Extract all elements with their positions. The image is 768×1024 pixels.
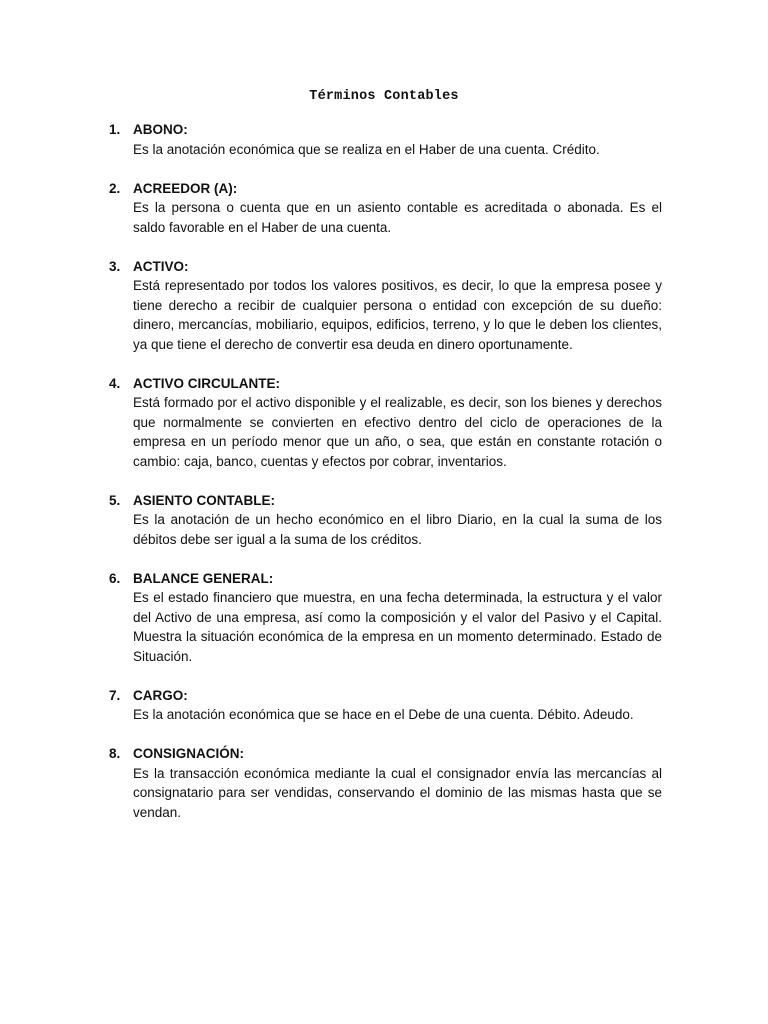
term-number: 3. [109,258,121,274]
term-item-activo [0,257,768,355]
term-number: 8. [109,746,121,761]
terms-list [0,120,768,842]
term-heading: BALANCE GENERAL: [133,570,274,586]
term-number: 6. [109,570,121,586]
term-number: 4. [109,375,121,391]
term-definition: Está representado por todos los valores positivos, es decir, lo que la empresa posee y tiene derecho a recibir de cualquier persona o entidad con excepción de su dueño: dinero, mercancías, mobiliario, equipos, edificios, terreno, y lo que le deben los clientes, ya que tiene el derecho de convertir esa deuda en dinero oportunamente. [133,278,662,352]
term-heading: ACREEDOR (A): [133,180,238,196]
term-item-consignacion [0,744,768,822]
term-definition: Está formado por el activo disponible y el realizable, es decir, son los bienes y derechos que normalmente se convierten en efectivo dentro del ciclo de operaciones de la empresa en un período menor que un año, o sea, que están en constante rotación o cambio: caja, banco, cuentas y efectos por cobrar, inventarios. [133,395,662,469]
term-item-activo-circulante [0,374,768,472]
term-item-cargo [0,686,768,725]
term-heading: ACTIVO CIRCULANTE: [133,375,280,391]
term-item-acreedor [0,179,768,238]
term-heading: ACTIVO: [133,258,189,274]
term-definition: Es la persona o cuenta que en un asiento contable es acreditada o abonada. Es el saldo favorable en el Haber de una cuenta. [133,200,662,235]
term-heading: CONSIGNACIÓN: [133,746,244,761]
term-number: 5. [109,492,121,508]
term-heading: ABONO: [133,122,188,137]
term-definition: Es la anotación económica que se hace en el Debe de una cuenta. Débito. Adeudo. [133,707,634,722]
term-heading: ASIENTO CONTABLE: [133,492,276,508]
term-heading: CARGO: [133,687,188,703]
term-item-balance-general [0,569,768,667]
term-number: 7. [109,687,121,703]
term-definition: Es la transacción económica mediante la cual el consignador envía las mercancías al consignatario para ser vendidas, conservando el dominio de las mismas hasta que se vendan. [133,765,662,820]
term-definition: Es el estado financiero que muestra, en una fecha determinada, la estructura y el valor del Activo de una empresa, así como la composición y el valor del Pasivo y el Capital. Muestra la situación económica de la empresa en un momento determinado. Estado de Situación. [133,590,662,664]
term-definition: Es la anotación de un hecho económico en el libro Diario, en la cual la suma de los débitos debe ser igual a la suma de los créditos. [133,512,662,547]
term-number: 1. [109,122,121,137]
term-item-abono [0,120,768,159]
document-title: Términos Contables [309,89,459,104]
term-definition: Es la anotación económica que se realiza en el Haber de una cuenta. Crédito. [133,141,600,157]
term-number: 2. [109,180,121,196]
term-item-asiento-contable [0,491,768,550]
